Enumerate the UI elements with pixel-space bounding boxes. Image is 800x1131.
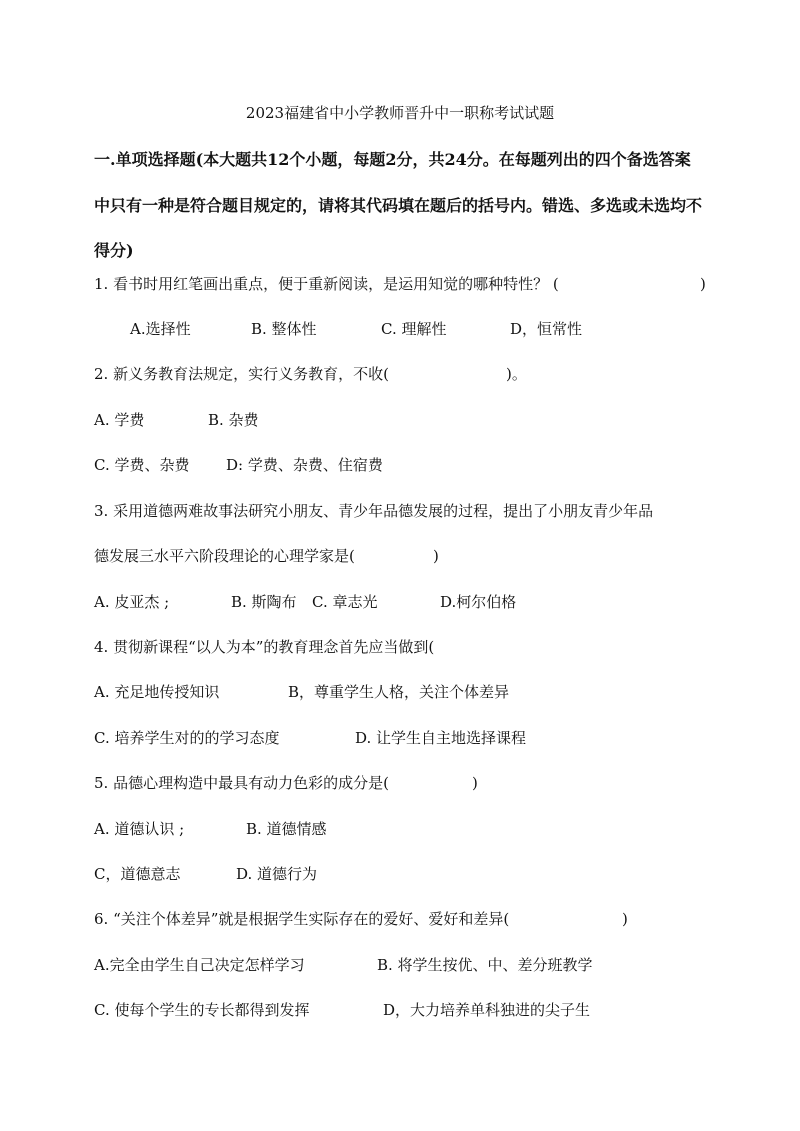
question-3-option-d: D.柯尔伯格: [440, 593, 517, 611]
question-3-close-paren: ): [433, 547, 439, 565]
question-6-option-a: A.完全由学生自己决定怎样学习: [94, 956, 305, 974]
question-2-stem: 2. 新义务教育法规定，实行义务教育，不收(: [94, 365, 389, 383]
question-5-option-d: D. 道德行为: [236, 865, 318, 883]
question-1-option-a: A.选择性: [130, 320, 191, 338]
question-6-option-c: C. 使每个学生的专长都得到发挥: [94, 1001, 310, 1019]
question-5-option-c: C，道德意志: [94, 865, 181, 883]
question-4-option-a: A. 充足地传授知识: [94, 683, 220, 701]
question-6-stem: 6. “关注个体差异”就是根据学生实际存在的爱好、爱好和差异(: [94, 910, 510, 928]
question-3-option-c: C. 章志光: [312, 593, 378, 611]
question-6-option-d: D，大力培养单科独进的尖子生: [383, 1001, 591, 1019]
question-2-close-paren: )。: [506, 365, 527, 383]
question-4-option-c: C. 培养学生对的的学习态度: [94, 729, 280, 747]
question-1-option-b: B. 整体性: [251, 320, 317, 338]
section-instruction-line-3: 得分): [94, 241, 134, 260]
question-5-option-b: B. 道德情感: [246, 820, 327, 838]
question-1-stem: 1. 看书时用红笔画出重点，便于重新阅读，是运用知觉的哪种特性？ (: [94, 275, 559, 293]
question-1-option-d: D，恒常性: [510, 320, 583, 338]
section-instruction-line-2: 中只有一种是符合题目规定的，请将其代码填在题后的括号内。错选、多选或未选均不: [94, 196, 703, 215]
question-2-option-b: B. 杂费: [208, 411, 259, 429]
question-4-stem: 4. 贯彻新课程“以人为本”的教育理念首先应当做到(: [94, 638, 435, 656]
section-instruction-line-1: 一.单项选择题(本大题共12个小题，每题2分，共24分。在每题列出的四个备选答案: [94, 150, 691, 169]
question-5-stem: 5. 品德心理构造中最具有动力色彩的成分是(: [94, 774, 389, 792]
question-6-option-b: B. 将学生按优、中、差分班教学: [377, 956, 593, 974]
question-3-option-a: A. 皮亚杰 ;: [94, 593, 170, 611]
question-1-close-paren: ): [700, 275, 706, 293]
page-title: 2023福建省中小学教师晋升中一职称考试试题: [245, 104, 555, 122]
question-6-close-paren: ): [622, 910, 628, 928]
question-2-option-d: D: 学费、杂费、住宿费: [226, 456, 383, 474]
question-4-option-d: D. 让学生自主地选择课程: [355, 729, 527, 747]
question-5-close-paren: ): [472, 774, 478, 792]
question-2-option-a: A. 学费: [94, 411, 145, 429]
question-5-option-a: A. 道德认识 ;: [94, 820, 185, 838]
question-3-option-b: B. 斯陶布: [231, 593, 297, 611]
question-3-stem-line-1: 3. 采用道德两难故事法研究小朋友、青少年品德发展的过程，提出了小朋友青少年品: [94, 502, 654, 520]
question-3-stem-line-2: 德发展三水平六阶段理论的心理学家是(: [94, 547, 355, 565]
question-4-option-b: B，尊重学生人格，关注个体差异: [288, 683, 510, 701]
question-2-option-c: C. 学费、杂费: [94, 456, 190, 474]
question-1-option-c: C. 理解性: [381, 320, 447, 338]
